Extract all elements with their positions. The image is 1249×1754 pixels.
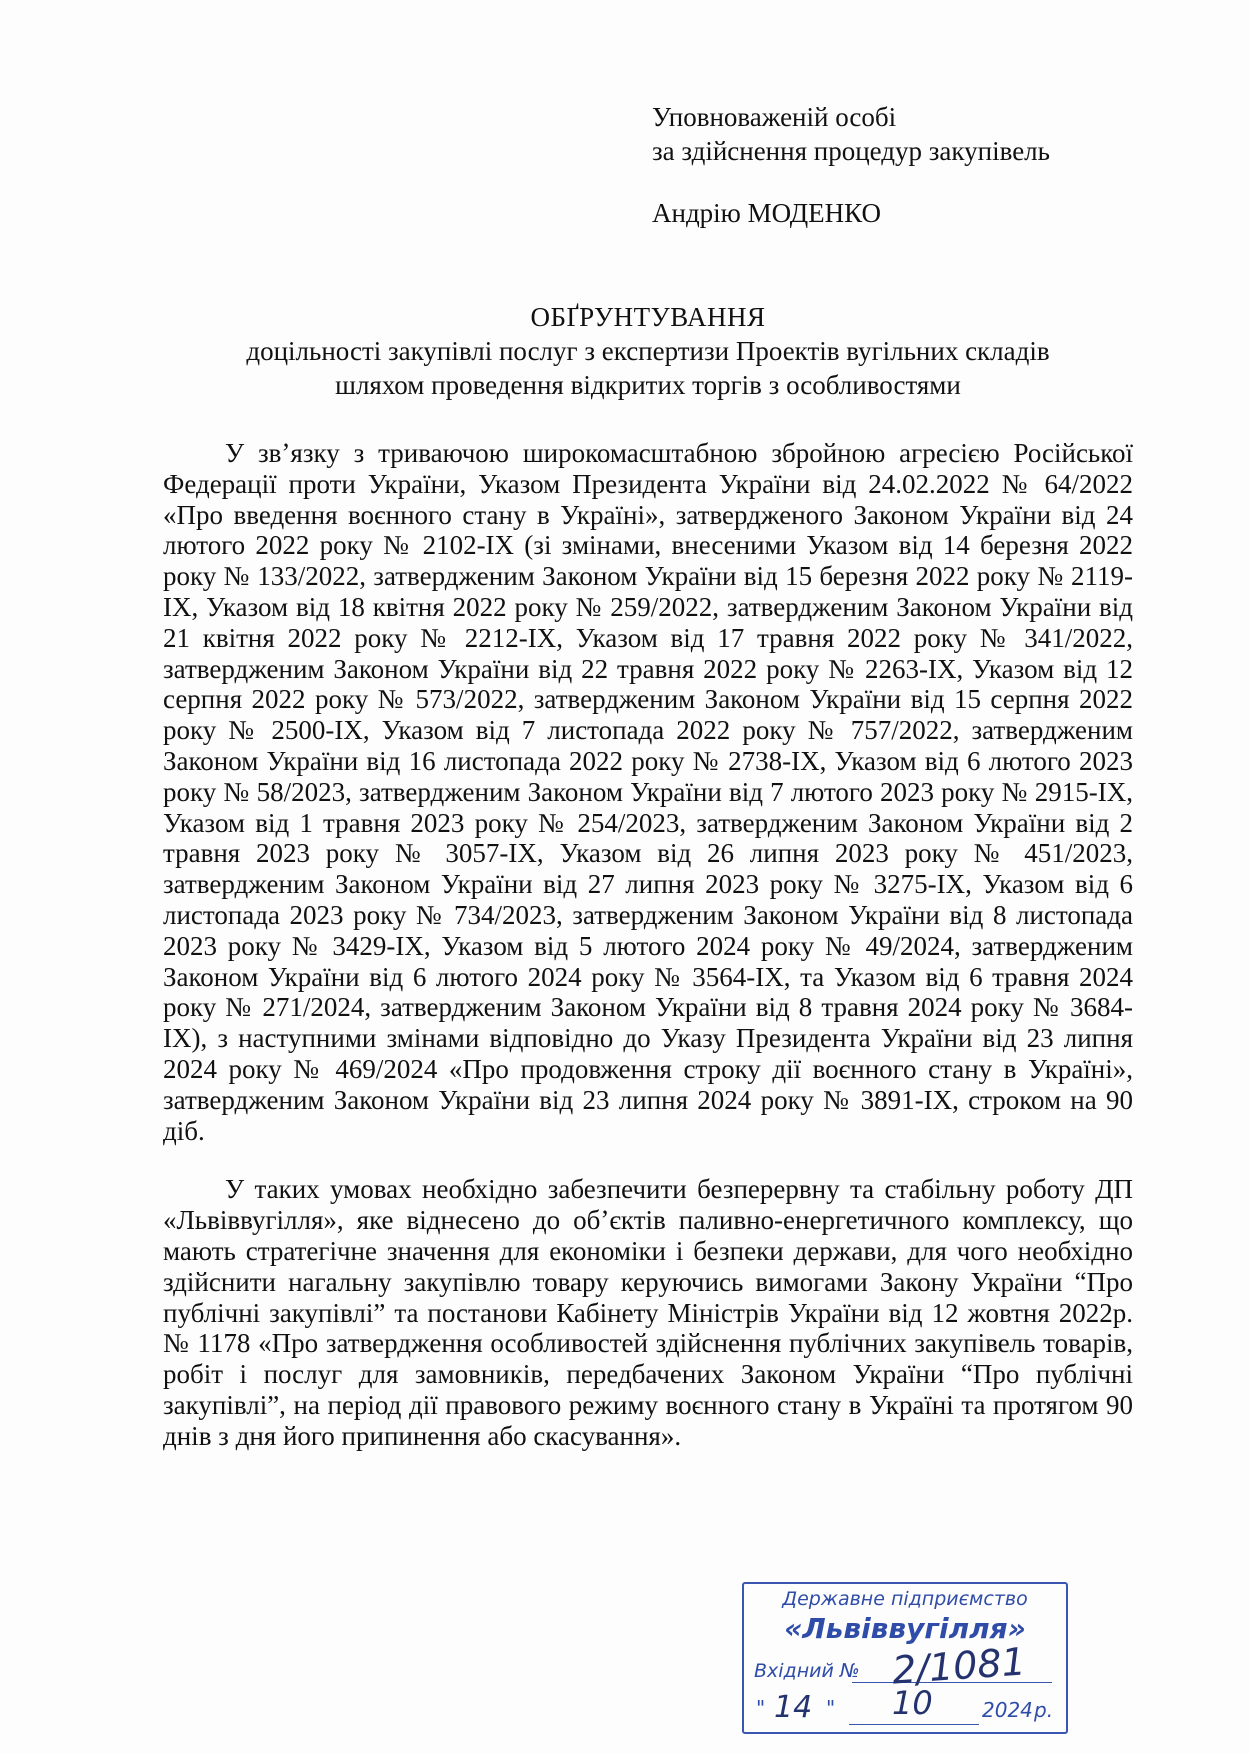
addressee-name: Андрію МОДЕНКО [652, 198, 882, 228]
stamp-org-type: Державне підприємство [782, 1588, 1028, 1610]
addressee-block [652, 100, 1050, 230]
stamp-org-name: «Львіввугілля» [784, 1612, 1026, 1645]
title-heading: ОБҐРУНТУВАННЯ [530, 302, 766, 332]
stamp-year-suffix: р. [1034, 1698, 1054, 1722]
stamp-quote-close: " [826, 1696, 836, 1720]
stamp-day: 14 [774, 1690, 813, 1725]
body-paragraph-2: У таких умовах необхідно забезпечити безперервну та стабільну роботу ДП «Львіввугілля», яке віднесено до обʼєктів паливно-енергетичного комплексу, що мають стратегічне значення для економіки і безпеки держави, для чого необхідно здійснити нагальну закупівлю товару керуючись вимогами Закону України “Про публічні закупівлі” та постанови Кабінету Міністрів України від 12 жовтня 2022р. № 1178 «Про затвердження особливостей здійснення публічних закупівель товарів, робіт і послуг для замовників, передбачених Законом України “Про публічні закупівлі”, на період дії правового режиму воєнного стану в Україні та протягом 90 днів з дня його припинення або скасування». [163, 1174, 1133, 1451]
stamp-quote-open: " [756, 1696, 766, 1720]
title-subject-line: доцільності закупівлі послуг з експертизи Проектів вугільних складів [246, 336, 1050, 366]
document-title [163, 300, 1133, 402]
stamp-incoming-label: Вхідний № [754, 1660, 860, 1682]
addressee-position-line1: Уповноваженій особі [652, 102, 897, 132]
addressee-position-line2: за здійснення процедур закупівель [652, 136, 1050, 166]
title-method-line: шляхом проведення відкритих торгів з особливостями [335, 370, 961, 400]
stamp-incoming-number: 2/1081 [890, 1639, 1028, 1693]
body-paragraph-1: У звʼязку з триваючою широкомасштабною збройною агресією Російської Федерації проти України, Указом Президента України від 24.02.2022 № 64/2022 «Про введення воєнного стану в Україні», затвердженого Законом України від 24 лютого 2022 року № 2102-IX (зі змінами, внесеними Указом від 14 березня 2022 року № 133/2022, затвердженим Законом України від 15 березня 2022 року № 2119-IX, Указом від 18 квітня 2022 року № 259/2022, затвердженим Законом України від 21 квітня 2022 року № 2212-IX, Указом від 17 травня 2022 року № 341/2022, затвердженим Законом України від 22 травня 2022 року № 2263-IX, Указом від 12 серпня 2022 року № 573/2022, затвердженим Законом України від 15 серпня 2022 року № 2500-IX, Указом від 7 листопада 2022 року № 757/2022, затвердженим Законом України від 16 листопада 2022 року № 2738-IX, Указом від 6 лютого 2023 року № 58/2023, затвердженим Законом України від 7 лютого 2023 року № 2915-IX, Указом від 1 травня 2023 року № 254/2023, затвердженим Законом України від 2 травня 2023 року № 3057-IX, Указом від 26 липня 2023 року № 451/2023, затвердженим Законом України від 27 липня 2023 року № 3275-IX, Указом від 6 листопада 2023 року № 734/2023, затвердженим Законом України від 8 листопада 2023 року № 3429-IX, Указом від 5 лютого 2024 року № 49/2024, затвердженим Законом України від 6 лютого 2024 року № 3564-IX, та Указом від 6 травня 2024 року № 271/2024, затвердженим Законом України від 8 травня 2024 року № 3684-IX), з наступними змінами відповідно до Указу Президента України від 23 липня 2024 року № 469/2024 «Про продовження строку дії воєнного стану в Україні», затвердженим Законом України від 23 липня 2024 року № 3891-IX, строком на 90 діб. [163, 438, 1133, 1146]
stamp-month-line [849, 1724, 979, 1725]
stamp-month: 10 [892, 1684, 933, 1722]
incoming-registration-stamp [742, 1582, 1068, 1734]
stamp-year: 2024 [982, 1698, 1033, 1722]
document-body [163, 438, 1133, 1452]
